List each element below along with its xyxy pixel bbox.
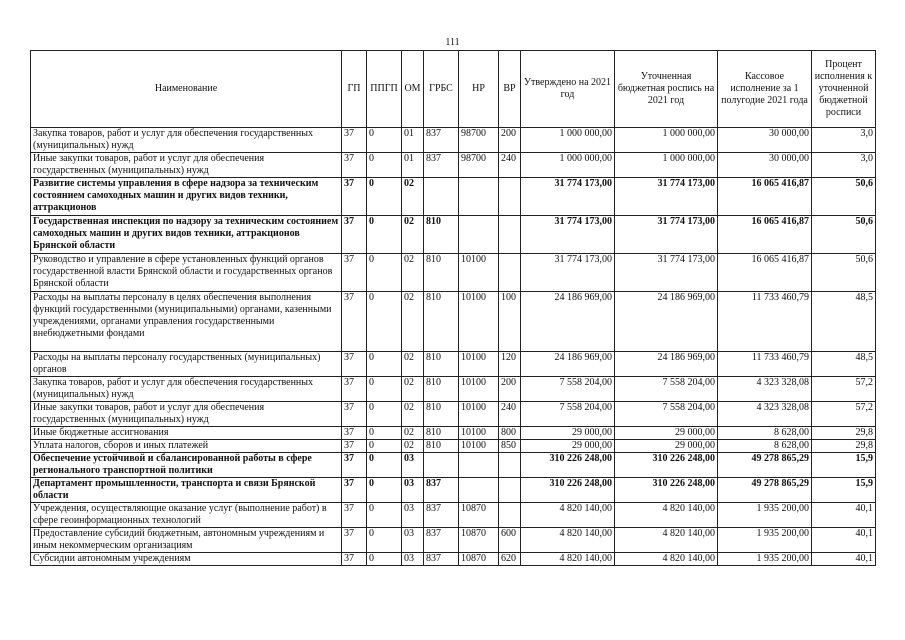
cell-refined: 29 000,00 [615,440,718,453]
cell-gp: 37 [342,254,367,292]
cell-refined: 7 558 204,00 [615,402,718,427]
cell-name: Государственная инспекция по надзору за техническим состоянием самоходных машин и других видов техники, аттракционов Брянской области [31,216,342,254]
cell-grbs: 810 [424,440,459,453]
cell-np: 10870 [459,503,499,528]
cell-percent: 29,8 [812,427,876,440]
cell-percent: 50,6 [812,254,876,292]
cell-cash: 4 323 328,08 [718,402,812,427]
header-name: Наименование [31,51,342,128]
table-row [31,178,876,216]
cell-cash: 30 000,00 [718,153,812,178]
cell-gp: 37 [342,352,367,377]
header-percent: Процент исполнения к уточненной бюджетной росписи [812,51,876,128]
cell-om: 03 [402,503,424,528]
cell-grbs: 810 [424,427,459,440]
cell-ppgp: 0 [367,528,402,553]
header-om: ОМ [402,51,424,128]
cell-vr: 620 [499,553,521,566]
cell-approved: 1 000 000,00 [521,128,615,153]
cell-vr: 800 [499,427,521,440]
cell-ppgp: 0 [367,153,402,178]
cell-approved: 31 774 173,00 [521,178,615,216]
cell-ppgp: 0 [367,254,402,292]
cell-vr: 100 [499,292,521,352]
cell-np: 10870 [459,553,499,566]
cell-om: 02 [402,352,424,377]
table-row [31,528,876,553]
cell-cash: 8 628,00 [718,427,812,440]
cell-grbs: 837 [424,128,459,153]
cell-gp: 37 [342,553,367,566]
cell-grbs: 837 [424,478,459,503]
cell-percent: 29,8 [812,440,876,453]
cell-name: Закупка товаров, работ и услуг для обеспечения государственных (муниципальных) нужд [31,377,342,402]
table-row [31,153,876,178]
cell-grbs [424,178,459,216]
cell-refined: 4 820 140,00 [615,553,718,566]
cell-np [459,478,499,503]
cell-np: 10100 [459,440,499,453]
cell-gp: 37 [342,528,367,553]
cell-cash: 1 935 200,00 [718,503,812,528]
cell-refined: 4 820 140,00 [615,528,718,553]
cell-ppgp: 0 [367,402,402,427]
cell-grbs: 810 [424,352,459,377]
cell-ppgp: 0 [367,292,402,352]
cell-approved: 7 558 204,00 [521,402,615,427]
table-row [31,216,876,254]
cell-gp: 37 [342,292,367,352]
cell-name: Иные закупки товаров, работ и услуг для обеспечения государственных (муниципальных) нужд [31,402,342,427]
cell-percent: 48,5 [812,292,876,352]
cell-gp: 37 [342,128,367,153]
cell-vr [499,254,521,292]
table-row [31,553,876,566]
header-vr: ВР [499,51,521,128]
cell-om: 02 [402,377,424,402]
cell-cash: 16 065 416,87 [718,254,812,292]
cell-vr: 120 [499,352,521,377]
cell-refined: 1 000 000,00 [615,153,718,178]
cell-om: 03 [402,528,424,553]
cell-ppgp: 0 [367,553,402,566]
cell-np: 98700 [459,128,499,153]
cell-cash: 16 065 416,87 [718,216,812,254]
cell-grbs: 810 [424,254,459,292]
cell-ppgp: 0 [367,453,402,478]
cell-np: 10100 [459,427,499,440]
header-gp: ГП [342,51,367,128]
cell-np: 10870 [459,528,499,553]
cell-percent: 48,5 [812,352,876,377]
cell-cash: 49 278 865,29 [718,453,812,478]
cell-name: Иные бюджетные ассигнования [31,427,342,440]
cell-percent: 40,1 [812,528,876,553]
cell-vr [499,478,521,503]
cell-gp: 37 [342,453,367,478]
cell-ppgp: 0 [367,216,402,254]
cell-refined: 31 774 173,00 [615,216,718,254]
cell-refined: 31 774 173,00 [615,178,718,216]
table-row [31,453,876,478]
cell-percent: 15,9 [812,478,876,503]
cell-np [459,178,499,216]
cell-vr [499,453,521,478]
cell-om: 02 [402,402,424,427]
cell-om: 02 [402,427,424,440]
cell-vr: 200 [499,377,521,402]
cell-om: 01 [402,153,424,178]
cell-name: Развитие системы управления в сфере надзора за техническим состоянием самоходных машин и других видов техники, аттракционов [31,178,342,216]
cell-ppgp: 0 [367,352,402,377]
cell-om: 02 [402,254,424,292]
cell-percent: 40,1 [812,553,876,566]
cell-gp: 37 [342,153,367,178]
cell-cash: 30 000,00 [718,128,812,153]
cell-approved: 310 226 248,00 [521,453,615,478]
cell-gp: 37 [342,478,367,503]
header-np: НР [459,51,499,128]
cell-cash: 8 628,00 [718,440,812,453]
cell-grbs [424,453,459,478]
cell-refined: 310 226 248,00 [615,453,718,478]
cell-approved: 29 000,00 [521,440,615,453]
cell-approved: 1 000 000,00 [521,153,615,178]
cell-percent: 3,0 [812,153,876,178]
cell-refined: 1 000 000,00 [615,128,718,153]
cell-np: 10100 [459,292,499,352]
cell-grbs: 810 [424,402,459,427]
header-approved: Утверждено на 2021 год [521,51,615,128]
table-row [31,292,876,352]
cell-ppgp: 0 [367,178,402,216]
cell-gp: 37 [342,216,367,254]
cell-vr: 600 [499,528,521,553]
cell-approved: 310 226 248,00 [521,478,615,503]
header-cash: Кассовое исполнение за 1 полугодие 2021 года [718,51,812,128]
cell-cash: 11 733 460,79 [718,292,812,352]
cell-om: 03 [402,453,424,478]
table-row [31,377,876,402]
cell-approved: 7 558 204,00 [521,377,615,402]
cell-gp: 37 [342,402,367,427]
cell-cash: 11 733 460,79 [718,352,812,377]
cell-name: Закупка товаров, работ и услуг для обеспечения государственных (муниципальных) нужд [31,128,342,153]
cell-ppgp: 0 [367,503,402,528]
cell-refined: 31 774 173,00 [615,254,718,292]
cell-gp: 37 [342,427,367,440]
cell-name: Уплата налогов, сборов и иных платежей [31,440,342,453]
cell-grbs: 837 [424,503,459,528]
cell-refined: 7 558 204,00 [615,377,718,402]
cell-approved: 31 774 173,00 [521,216,615,254]
cell-vr: 240 [499,402,521,427]
cell-name: Руководство и управление в сфере установленных функций органов государственной власти Брянской области и государственных органов Брянской области [31,254,342,292]
cell-om: 02 [402,440,424,453]
cell-om: 03 [402,553,424,566]
cell-cash: 16 065 416,87 [718,178,812,216]
cell-grbs: 837 [424,153,459,178]
cell-percent: 40,1 [812,503,876,528]
cell-percent: 57,2 [812,377,876,402]
cell-refined: 24 186 969,00 [615,352,718,377]
cell-ppgp: 0 [367,440,402,453]
cell-approved: 31 774 173,00 [521,254,615,292]
cell-name: Расходы на выплаты персоналу в целях обеспечения выполнения функций государственными (муниципальными) органами, казенными учреждениями, органами управления государственными внебюджетными фондами [31,292,342,352]
table-row [31,427,876,440]
cell-vr [499,216,521,254]
cell-np: 10100 [459,377,499,402]
cell-np [459,216,499,254]
table-header-row [31,51,876,128]
cell-om: 02 [402,292,424,352]
table-row [31,503,876,528]
cell-np: 10100 [459,254,499,292]
cell-approved: 24 186 969,00 [521,352,615,377]
cell-np: 10100 [459,352,499,377]
cell-vr: 240 [499,153,521,178]
cell-approved: 4 820 140,00 [521,503,615,528]
cell-cash: 49 278 865,29 [718,478,812,503]
cell-ppgp: 0 [367,427,402,440]
cell-gp: 37 [342,377,367,402]
cell-grbs: 810 [424,377,459,402]
cell-cash: 4 323 328,08 [718,377,812,402]
cell-vr [499,503,521,528]
cell-vr [499,178,521,216]
cell-name: Департамент промышленности, транспорта и связи Брянской области [31,478,342,503]
header-refined: Уточненная бюджетная роспись на 2021 год [615,51,718,128]
table-row [31,128,876,153]
cell-refined: 310 226 248,00 [615,478,718,503]
cell-approved: 4 820 140,00 [521,553,615,566]
cell-approved: 29 000,00 [521,427,615,440]
budget-table [30,50,876,566]
cell-cash: 1 935 200,00 [718,528,812,553]
cell-name: Учреждения, осуществляющие оказание услуг (выполнение работ) в сфере геоинформационных технологий [31,503,342,528]
cell-refined: 24 186 969,00 [615,292,718,352]
cell-vr: 200 [499,128,521,153]
cell-ppgp: 0 [367,478,402,503]
cell-name: Иные закупки товаров, работ и услуг для обеспечения государственных (муниципальных) нужд [31,153,342,178]
cell-om: 02 [402,216,424,254]
cell-gp: 37 [342,503,367,528]
cell-name: Обеспечение устойчивой и сбалансированной работы в сфере регионального транспортной политики [31,453,342,478]
cell-percent: 50,6 [812,216,876,254]
header-ppgp: ППГП [367,51,402,128]
cell-percent: 50,6 [812,178,876,216]
cell-om: 03 [402,478,424,503]
cell-grbs: 810 [424,292,459,352]
cell-np [459,453,499,478]
cell-refined: 4 820 140,00 [615,503,718,528]
cell-ppgp: 0 [367,377,402,402]
table-row [31,440,876,453]
cell-np: 98700 [459,153,499,178]
cell-name: Расходы на выплаты персоналу государственных (муниципальных) органов [31,352,342,377]
table-row [31,254,876,292]
cell-refined: 29 000,00 [615,427,718,440]
cell-cash: 1 935 200,00 [718,553,812,566]
cell-name: Субсидии автономным учреждениям [31,553,342,566]
table-row [31,402,876,427]
cell-grbs: 810 [424,216,459,254]
cell-om: 02 [402,178,424,216]
cell-gp: 37 [342,178,367,216]
cell-grbs: 837 [424,553,459,566]
cell-grbs: 837 [424,528,459,553]
cell-om: 01 [402,128,424,153]
cell-ppgp: 0 [367,128,402,153]
cell-gp: 37 [342,440,367,453]
cell-np: 10100 [459,402,499,427]
table-row [31,352,876,377]
cell-approved: 4 820 140,00 [521,528,615,553]
header-grbs: ГРБС [424,51,459,128]
page-number: 111 [445,37,460,48]
table-row [31,478,876,503]
cell-name: Предоставление субсидий бюджетным, автономным учреждениям и иным некоммерческим организациям [31,528,342,553]
cell-vr: 850 [499,440,521,453]
cell-percent: 3,0 [812,128,876,153]
cell-percent: 57,2 [812,402,876,427]
cell-approved: 24 186 969,00 [521,292,615,352]
cell-percent: 15,9 [812,453,876,478]
